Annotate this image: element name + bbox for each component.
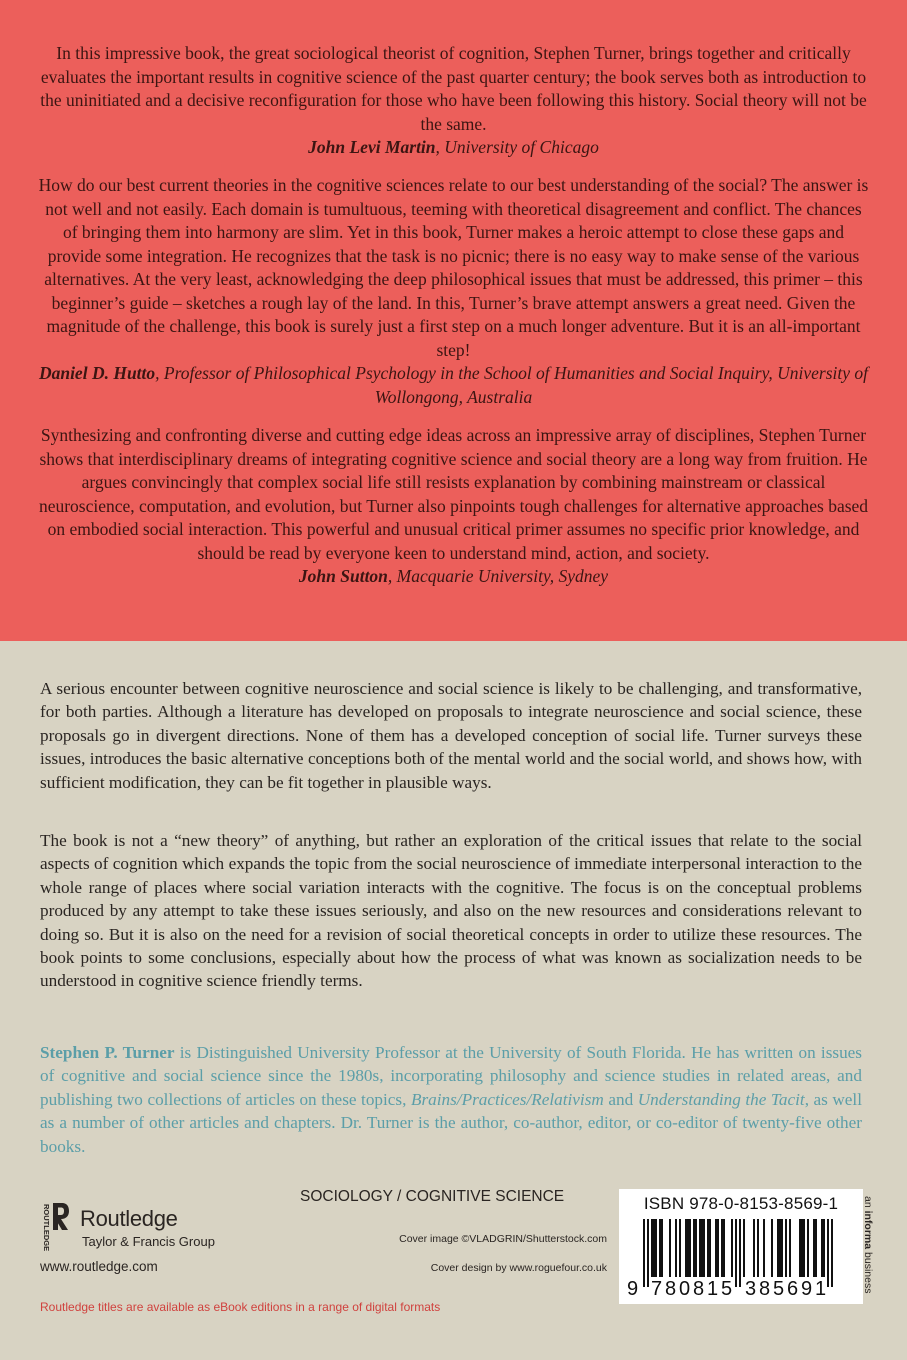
ean-digit: 1 (707, 1278, 719, 1300)
barcode-bar (715, 1219, 717, 1277)
barcode-bar (679, 1219, 681, 1277)
praise-affiliation: , University of Chicago (435, 137, 599, 157)
ean-digit: 6 (787, 1278, 799, 1300)
ean-digit: 5 (721, 1278, 733, 1300)
ean-digit: 1 (815, 1278, 827, 1300)
praise-text: In this impressive book, the great sociological theorist of cognition, Stephen Turner, brings together and critically evaluates the important results in cognitive science of the past quarter century; the book serves both as introduction to the uninitiated and a decisive reconfiguration for those who have been following this history. Social theory will not be the same. (40, 43, 867, 134)
barcode-bar (685, 1219, 687, 1277)
barcode-bar (689, 1219, 691, 1277)
barcode-bar (735, 1219, 737, 1287)
praise-quote-3 (36, 424, 871, 589)
barcode-bar (789, 1219, 791, 1277)
informa-business-mark (862, 1196, 876, 1306)
barcode-bar (661, 1219, 663, 1277)
publisher-website: www.routledge.com (40, 1259, 158, 1274)
barcode-bar (695, 1219, 697, 1277)
barcode-bar (659, 1219, 661, 1277)
author-name: Stephen P. Turner (40, 1043, 175, 1062)
barcode-bar (757, 1219, 759, 1277)
barcode-bar (717, 1219, 719, 1277)
praise-quote-1 (36, 42, 871, 160)
barcode-bar (771, 1219, 773, 1277)
barcode-bar (821, 1219, 823, 1277)
ean-digit: 8 (759, 1278, 771, 1300)
praise-text: How do our best current theories in the cognitive sciences relate to our best understanding of the social? The answer is not well and not easily. Each domain is tumultuous, teeming with theoretical disagreement and conflict. The chances of bringing them into harmony are slim. Yet in this book, Turner makes a heroic attempt to close these gaps and provide some integration. He recognizes that the task is no picnic; there is no easy way to make sense of the various alternatives. At the very least, acknowledging the deep philosophical issues that must be addressed, this primer – this beginner’s guide – sketches a rough lay of the land. In this, Turner’s brave attempt answers a great need. Given the magnitude of the challenge, this book is surely just a first step on a much longer adventure. But it is an all-important step! (38, 175, 869, 360)
praise-affiliation: , Macquarie University, Sydney (387, 566, 609, 586)
barcode-bar (709, 1219, 711, 1277)
barcode-bar (703, 1219, 705, 1277)
barcode-bar (813, 1219, 815, 1277)
barcode-bar (785, 1219, 787, 1277)
barcode-bar (831, 1219, 833, 1287)
isbn-label: ISBN 978-0-8153-8569-1 (643, 1194, 839, 1213)
cover-image-credit: Cover image ©VLADGRIN/Shutterstock.com (399, 1233, 607, 1245)
barcode-bar (687, 1219, 689, 1277)
praise-attribution (36, 136, 871, 160)
barcode-bar (655, 1219, 657, 1277)
barcode-bar (739, 1219, 741, 1287)
praise-attribution (36, 362, 871, 409)
barcode-bar (647, 1219, 649, 1287)
subject-category: SOCIOLOGY / COGNITIVE SCIENCE (300, 1188, 565, 1205)
praise-name: John Sutton (298, 566, 388, 586)
barcode-bar (803, 1219, 805, 1277)
praise-name: Daniel D. Hutto (38, 363, 156, 383)
svg-text:an informa business: an informa business (862, 1196, 874, 1294)
ean-digit: 9 (627, 1278, 639, 1300)
routledge-vertical-text: ROUTLEDGE (42, 1204, 51, 1252)
book-description-2 (40, 829, 862, 993)
ean-digit: 8 (693, 1278, 705, 1300)
ean-digit: 9 (801, 1278, 813, 1300)
ebook-note: Routledge titles are available as eBook editions in a range of digital formats (40, 1300, 441, 1314)
description-paragraph: The book is not a “new theory” of anything, but rather an exploration of the critical issues that relate to the social aspects of cognition which expands the topic from the social neuroscience of immediate interpersonal interaction to the whole range of places where social variation interacts with the cognitive. The focus is on the conceptual problems produced by any attempt to take these issues seriously, and also on the new resources and considerations relevant to doing so. But it is also on the need for a revision of social theoretical concepts in order to utilize these resources. The book points to some conclusions, especially about how the process of what was known as socialization needs to be understood in cognitive science friendly terms. (40, 831, 862, 991)
barcode-bar (701, 1219, 703, 1277)
barcode-bar (799, 1219, 801, 1277)
barcode-bar (651, 1219, 653, 1277)
barcode-bar (781, 1219, 783, 1277)
barcode-bar (807, 1219, 809, 1277)
barcode-bar (731, 1219, 733, 1277)
ean-digit: 3 (745, 1278, 757, 1300)
barcode-bar (779, 1219, 781, 1277)
barcode-bar (653, 1219, 655, 1277)
ean-digit: 7 (651, 1278, 663, 1300)
barcode-bar (669, 1219, 671, 1277)
barcode-bar (721, 1219, 723, 1277)
ean-digit: 8 (665, 1278, 677, 1300)
praise-text: Synthesizing and confronting diverse and cutting edge ideas across an impressive array of disciplines, Stephen Turner shows that interdisciplinary dreams of integrating cognitive science and social theory are a long way from fruition. He argues convincingly that complex social life still resists explanation by combining mainstream or classical neuroscience, computation, and evolution, but Turner also pinpoints tough challenges for alternative approaches based on embodied social interaction. This powerful and unusual critical primer assumes no specific prior knowledge, and should be read by everyone keen to understand mind, action, and society. (38, 425, 869, 563)
barcode (619, 1189, 863, 1304)
barcode-bar (777, 1219, 779, 1277)
routledge-r-icon (40, 1200, 70, 1256)
praise-section (0, 0, 907, 641)
book-title: Brains/Practices/Relativism (410, 1089, 604, 1109)
barcode-bar (723, 1219, 725, 1277)
book-description-1 (40, 677, 862, 794)
barcode-bar (707, 1219, 709, 1277)
barcode-bar (827, 1219, 829, 1287)
ean-digit: 5 (773, 1278, 785, 1300)
barcode-bar (801, 1219, 803, 1277)
praise-name: John Levi Martin (308, 137, 436, 157)
barcode-bar (675, 1219, 677, 1277)
description-paragraph: A serious encounter between cognitive neuroscience and social science is likely to be challenging, and transformative, for both parties. Although a literature has developed on proposals to integrate neuroscience and social science, these proposals go in divergent directions. None of them has a developed conception of social life. Turner surveys these issues, introduces the basic alternative conceptions both of the mental world and the social world, and shows how, with sufficient modification, they can be fit together in plausible ways. (40, 679, 862, 792)
praise-quote-2 (36, 174, 871, 409)
cover-design-credit: Cover design by www.roguefour.co.uk (430, 1262, 607, 1274)
publisher-group: Taylor & Francis Group (82, 1234, 215, 1249)
barcode-bar (643, 1219, 645, 1287)
publisher-name: Routledge (80, 1206, 178, 1231)
praise-attribution (36, 565, 871, 589)
routledge-logo (40, 1200, 240, 1260)
praise-affiliation: , Professor of Philosophical Psychology in the School of Humanities and Social Inquiry, University of Wollongong, Australia (155, 363, 869, 407)
barcode-bar (753, 1219, 755, 1277)
barcode-bar (815, 1219, 817, 1277)
ean-digit: 0 (679, 1278, 691, 1300)
barcode-bar (699, 1219, 701, 1277)
barcode-bar (763, 1219, 765, 1277)
barcode-bar (743, 1219, 745, 1277)
barcode-bar (693, 1219, 695, 1277)
barcode-bar (823, 1219, 825, 1277)
author-bio: Stephen P. Turner is Distinguished University Professor at the University of South Florida. He has written on issues of cognitive and social science since the 1980s, incorporating philosophy and science studies in related areas, and publishing two collections of articles on these topics, Brains/Practices/Relativism and Understanding the Tacit, as well as a number of other articles and chapters. Dr. Turner is the author, co-author, editor, or co-editor of twenty-five other books. (40, 1043, 862, 1156)
book-title: Understanding the Tacit (637, 1089, 805, 1109)
